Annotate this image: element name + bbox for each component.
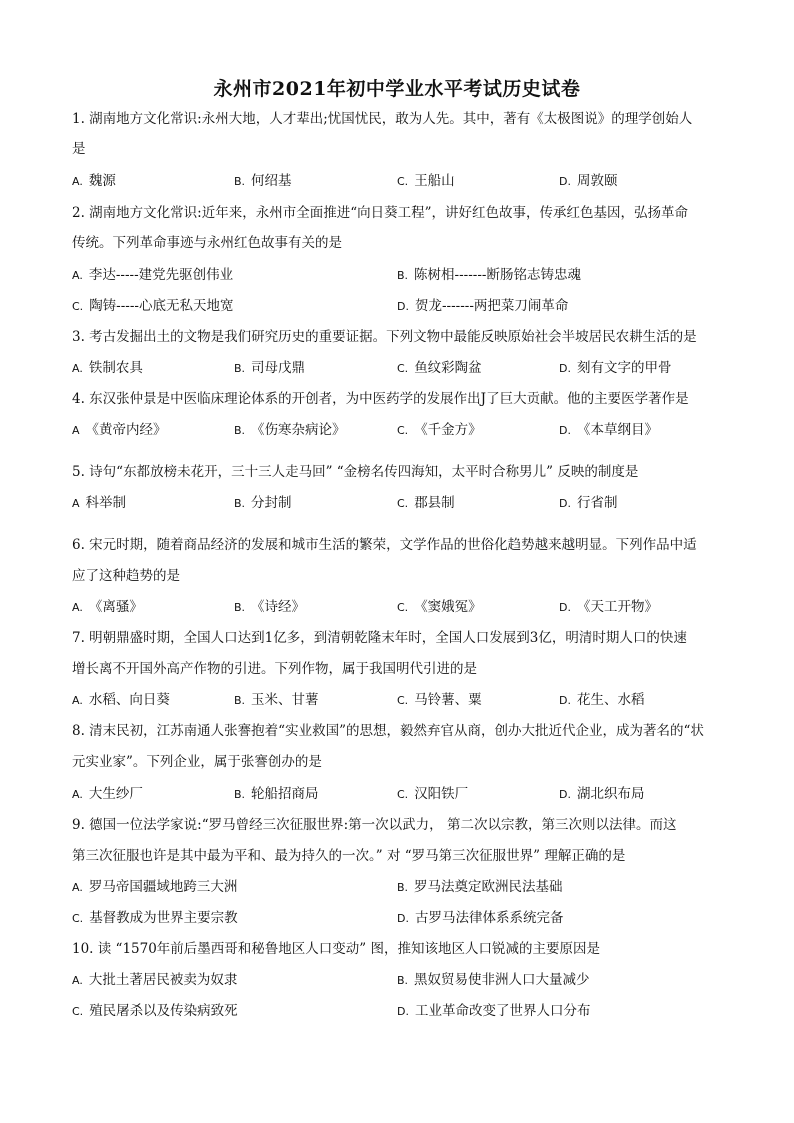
question-5-option-d[interactable] bbox=[559, 494, 617, 513]
question-5-options bbox=[72, 494, 722, 512]
option-letter: A. bbox=[72, 601, 83, 614]
question-9-line-2: 第三次征服也许是其中最为平和、最为持久的一次。” 对 “罗马第三次征服世界” 理解正确的是 bbox=[72, 848, 626, 864]
question-1-option-a[interactable] bbox=[72, 172, 116, 191]
option-letter: D. bbox=[559, 601, 571, 614]
option-letter: A. bbox=[72, 788, 83, 801]
question-4-option-b[interactable] bbox=[234, 421, 346, 440]
option-text: 水稻、向日葵 bbox=[88, 692, 170, 708]
option-text: 科举制 bbox=[85, 495, 127, 511]
option-text: 轮船招商局 bbox=[251, 786, 319, 802]
option-text: 《本草纲目》 bbox=[576, 422, 658, 438]
question-9-option-b[interactable] bbox=[397, 878, 563, 897]
question-4-line-1: 4. 东汉张仲景是中医临床理论体系的开创者，为中医药学的发展作出J了巨大贡献。他的主要医学著作是 bbox=[72, 391, 689, 407]
question-9-option-d[interactable] bbox=[397, 909, 563, 928]
option-text: 《千金方》 bbox=[414, 422, 482, 438]
question-2-option-d[interactable] bbox=[397, 297, 568, 316]
question-1-options bbox=[72, 172, 722, 190]
question-9-option-a[interactable] bbox=[72, 878, 237, 897]
question-7-line-2: 增长离不开国外高产作物的引进。下列作物，属于我国明代引进的是 bbox=[72, 661, 477, 677]
option-text: 李达-----建党先驱创伟业 bbox=[88, 267, 234, 283]
question-10-options-row-1 bbox=[72, 971, 722, 989]
option-letter: B. bbox=[234, 601, 246, 614]
option-letter: B. bbox=[234, 175, 246, 188]
option-text: 郡县制 bbox=[414, 495, 455, 511]
option-letter: C. bbox=[72, 912, 84, 925]
option-text: 贺龙-------两把菜刀闹革命 bbox=[414, 298, 569, 314]
question-7-option-d[interactable] bbox=[559, 691, 644, 710]
question-8-option-c[interactable] bbox=[397, 785, 468, 804]
option-letter: C. bbox=[72, 1005, 84, 1018]
option-letter: C. bbox=[397, 694, 409, 707]
question-6-line-2: 应了这种趋势的是 bbox=[72, 568, 180, 584]
option-letter: C. bbox=[72, 300, 84, 313]
option-letter: D. bbox=[559, 694, 571, 707]
option-letter: C. bbox=[397, 362, 409, 375]
question-2-option-b[interactable] bbox=[397, 266, 581, 285]
question-7-option-b[interactable] bbox=[234, 691, 319, 710]
question-4-options bbox=[72, 421, 722, 439]
question-2-options-row-2 bbox=[72, 297, 722, 315]
question-6-options bbox=[72, 598, 722, 616]
option-text: 古罗马法律体系系统完备 bbox=[414, 910, 564, 926]
question-1-line-2: 是 bbox=[72, 141, 86, 157]
question-2-option-a[interactable] bbox=[72, 266, 233, 285]
option-text: 《天工开物》 bbox=[576, 599, 658, 615]
option-text: 大批土著居民被卖为奴隶 bbox=[88, 972, 238, 988]
option-letter: D. bbox=[397, 912, 409, 925]
question-1-option-d[interactable] bbox=[559, 172, 617, 191]
option-text: 汉阳铁厂 bbox=[414, 786, 469, 802]
question-3-options bbox=[72, 359, 722, 377]
option-text: 马铃薯、粟 bbox=[414, 692, 482, 708]
question-10-option-a[interactable] bbox=[72, 971, 237, 990]
option-letter: A. bbox=[72, 974, 83, 987]
option-letter: D. bbox=[559, 175, 571, 188]
option-letter: A bbox=[72, 497, 80, 510]
option-text: 王船山 bbox=[414, 173, 455, 189]
question-10-option-c[interactable] bbox=[72, 1002, 238, 1021]
question-9-option-c[interactable] bbox=[72, 909, 238, 928]
question-9-line-1: 9. 德国一位法学家说:“罗马曾经三次征服世界:第一次以武力， 第二次以宗教，第三次则以法律。而这 bbox=[72, 817, 677, 833]
question-6-option-a[interactable] bbox=[72, 598, 143, 617]
question-5-line-1: 5. 诗句“东都放榜未花开，三十三人走马回” “金榜名传四海知，太平时合称男儿” 反映的制度是 bbox=[72, 464, 639, 480]
option-letter: B. bbox=[397, 974, 409, 987]
option-text: 花生、水稻 bbox=[576, 692, 645, 708]
option-text: 《黄帝内经》 bbox=[85, 422, 167, 438]
question-2-option-c[interactable] bbox=[72, 297, 234, 316]
question-8-option-a[interactable] bbox=[72, 785, 143, 804]
question-5-option-c[interactable] bbox=[397, 494, 455, 513]
question-1-line-1: 1. 湖南地方文化常识:永州大地，人才辈出;忧国忧民，敢为人先。其中，著有《太极图说》的理学创始人 bbox=[72, 111, 693, 127]
option-text: 玉米、甘薯 bbox=[251, 692, 319, 708]
question-5-option-b[interactable] bbox=[234, 494, 292, 513]
option-letter: D. bbox=[397, 300, 409, 313]
option-text: 何绍基 bbox=[251, 173, 292, 189]
option-text: 《窦娥冤》 bbox=[414, 599, 482, 615]
option-text: 魏源 bbox=[88, 173, 116, 189]
question-2-line-2: 传统。下列革命事迹与永州红色故事有关的是 bbox=[72, 235, 342, 251]
question-3-option-a[interactable] bbox=[72, 359, 143, 378]
option-letter: C. bbox=[397, 788, 409, 801]
option-text: 司母戊鼎 bbox=[251, 360, 306, 376]
option-letter: A. bbox=[72, 881, 83, 894]
option-text: 刻有文字的甲骨 bbox=[576, 360, 672, 376]
option-text: 《伤寒杂病论》 bbox=[251, 422, 346, 438]
option-letter: A. bbox=[72, 175, 83, 188]
option-text: 大生纱厂 bbox=[88, 786, 143, 802]
option-text: 罗马帝国疆域地跨三大洲 bbox=[88, 879, 238, 895]
question-7-option-a[interactable] bbox=[72, 691, 170, 710]
option-letter: B. bbox=[397, 881, 409, 894]
question-8-options bbox=[72, 785, 722, 803]
option-letter: D. bbox=[559, 788, 571, 801]
question-10-option-d[interactable] bbox=[397, 1002, 590, 1021]
question-6-option-b[interactable] bbox=[234, 598, 305, 617]
option-text: 《离骚》 bbox=[88, 599, 143, 615]
question-8-option-d[interactable] bbox=[559, 785, 644, 804]
option-letter: C. bbox=[397, 601, 409, 614]
option-letter: C. bbox=[397, 424, 409, 437]
question-2-line-1: 2. 湖南地方文化常识:近年来，永州市全面推进“向日葵工程”，讲好红色故事，传承红色基因，弘扬革命 bbox=[72, 205, 689, 221]
question-6-line-1: 6. 宋元时期，随着商品经济的发展和城市生活的繁荣，文学作品的世俗化趋势越来越明显。下列作品中适 bbox=[72, 537, 697, 553]
option-letter: A. bbox=[72, 694, 83, 707]
question-7-option-c[interactable] bbox=[397, 691, 482, 710]
option-letter: D. bbox=[397, 1005, 409, 1018]
option-letter: A. bbox=[72, 362, 83, 375]
option-text: 罗马法奠定欧洲民法基础 bbox=[414, 879, 563, 895]
question-9-options-row-1 bbox=[72, 878, 722, 896]
question-3-line-1: 3. 考古发掘出土的文物是我们研究历史的重要证据。下列文物中最能反映原始社会半坡居民农耕生活的是 bbox=[72, 329, 697, 345]
question-7-line-1: 7. 明朝鼎盛时期，全国人口达到1亿多，到清朝乾隆末年时，全国人口发展到3亿，明清时期人口的快速 bbox=[72, 630, 687, 646]
option-letter: A bbox=[72, 424, 80, 437]
question-8-option-b[interactable] bbox=[234, 785, 319, 804]
page-title: 永州市2021年初中学业水平考试历史试卷 bbox=[213, 78, 581, 100]
option-letter: C. bbox=[397, 175, 409, 188]
option-letter: B. bbox=[234, 424, 246, 437]
option-letter: B. bbox=[234, 362, 246, 375]
question-3-option-c[interactable] bbox=[397, 359, 482, 378]
option-text: 鱼纹彩陶盆 bbox=[414, 360, 482, 376]
option-text: 工业革命改变了世界人口分布 bbox=[414, 1003, 591, 1019]
question-9-options-row-2 bbox=[72, 909, 722, 927]
question-10-option-b[interactable] bbox=[397, 971, 590, 990]
option-text: 行省制 bbox=[576, 495, 618, 511]
question-4-option-c[interactable] bbox=[397, 421, 482, 440]
question-8-line-2: 元实业家”。下列企业，属于张謇创办的是 bbox=[72, 754, 322, 770]
question-7-options bbox=[72, 691, 722, 709]
question-1-option-c[interactable] bbox=[397, 172, 455, 191]
option-letter: B. bbox=[234, 788, 246, 801]
option-letter: B. bbox=[234, 694, 246, 707]
option-text: 周敦颐 bbox=[576, 173, 618, 189]
option-letter: D. bbox=[559, 497, 571, 510]
option-text: 基督教成为世界主要宗教 bbox=[89, 910, 238, 926]
question-6-option-d[interactable] bbox=[559, 598, 658, 617]
option-text: 《诗经》 bbox=[251, 599, 306, 615]
option-letter: A. bbox=[72, 269, 83, 282]
option-text: 陶铸-----心底无私天地宽 bbox=[89, 298, 234, 314]
option-text: 湖北织布局 bbox=[576, 786, 645, 802]
option-text: 黑奴贸易使非洲人口大量减少 bbox=[414, 972, 590, 988]
question-10-line-1: 10. 读 “1570年前后墨西哥和秘鲁地区人口变动” 图，推知该地区人口锐减的主要原因是 bbox=[72, 941, 601, 957]
option-letter: B. bbox=[234, 497, 246, 510]
option-text: 殖民屠杀以及传染病致死 bbox=[89, 1003, 238, 1019]
question-3-option-b[interactable] bbox=[234, 359, 305, 378]
question-2-options-row-1 bbox=[72, 266, 722, 284]
question-8-line-1: 8. 清末民初，江苏南通人张謇抱着“实业救国”的思想，毅然弃官从商，创办大批近代企业，成为著名的“状 bbox=[72, 723, 704, 739]
question-6-option-c[interactable] bbox=[397, 598, 482, 617]
question-3-option-d[interactable] bbox=[559, 359, 671, 378]
option-letter: C. bbox=[397, 497, 409, 510]
option-letter: D. bbox=[559, 362, 571, 375]
question-5-option-a[interactable] bbox=[72, 494, 126, 513]
option-text: 分封制 bbox=[251, 495, 292, 511]
option-letter: B. bbox=[397, 269, 409, 282]
option-text: 陈树相-------断肠铭志铸忠魂 bbox=[414, 267, 581, 283]
question-4-option-a[interactable] bbox=[72, 421, 167, 440]
question-4-option-d[interactable] bbox=[559, 421, 658, 440]
question-1-option-b[interactable] bbox=[234, 172, 292, 191]
option-text: 铁制农具 bbox=[88, 360, 143, 376]
option-letter: D. bbox=[559, 424, 571, 437]
question-10-options-row-2 bbox=[72, 1002, 722, 1020]
